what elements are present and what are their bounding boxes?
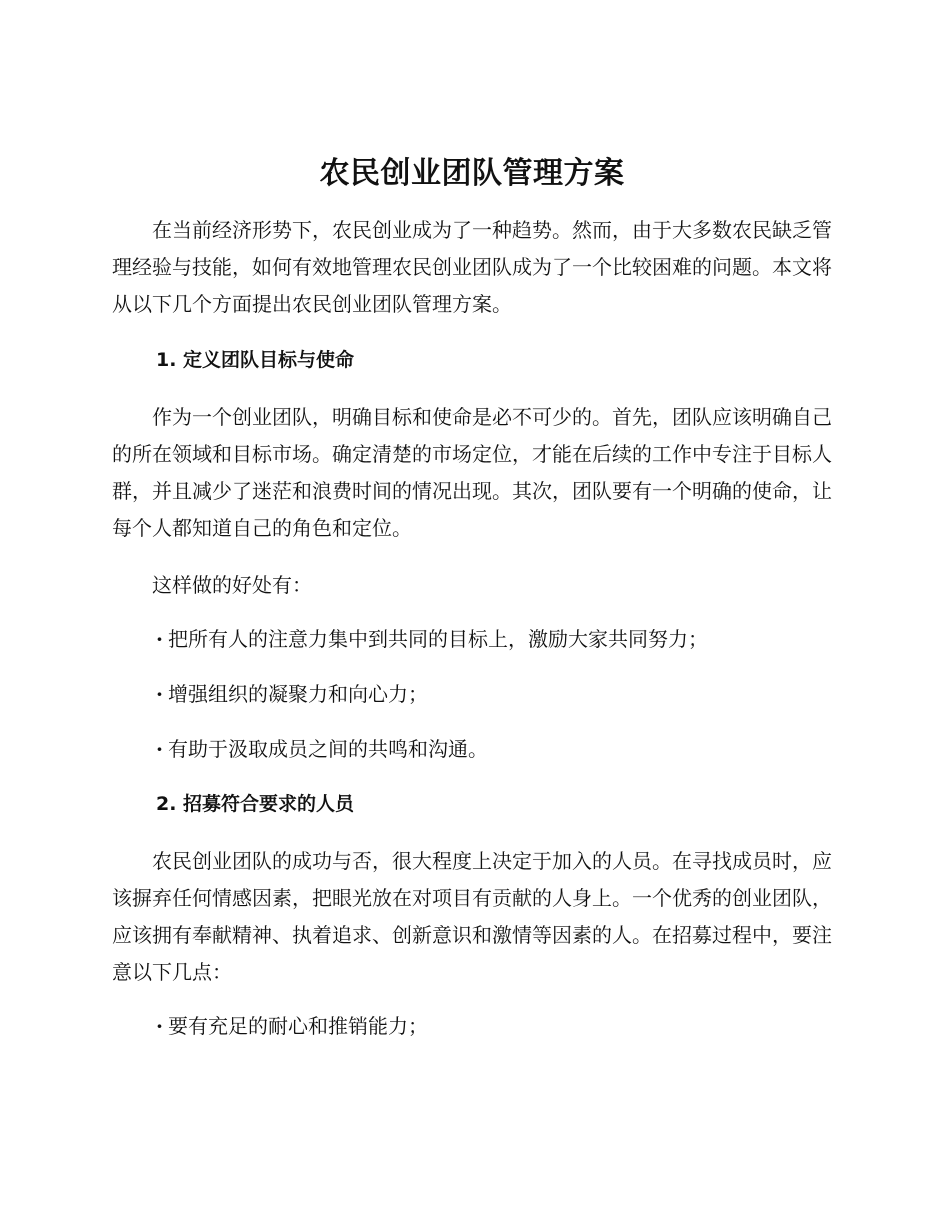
list-item-text: 增强组织的凝聚力和向心力； (168, 682, 428, 706)
section-1-paragraph: 作为一个创业团队，明确目标和使命是必不可少的。首先，团队应该明确自己的所在领域和目标市场。确定清楚的市场定位，才能在后续的工作中专注于目标人群，并且减少了迷茫和浪费时间的情况出现。其次，团队要有一个明确的使命，让每个人都知道自己的角色和定位。 (112, 405, 832, 540)
list-item (156, 734, 832, 764)
list-item (156, 1011, 832, 1041)
bullet-dot-icon: · (156, 627, 163, 651)
section-2-heading: 2. 招募符合要求的人员 (156, 793, 355, 815)
list-item-text: 有助于汲取成员之间的共鸣和沟通。 (168, 737, 488, 761)
list-item (156, 624, 832, 654)
document-title: 农民创业团队管理方案 (319, 156, 625, 191)
list-item-text: 把所有人的注意力集中到共同的目标上，激励大家共同努力； (168, 627, 708, 651)
section-1-heading: 1. 定义团队目标与使命 (156, 349, 355, 371)
benefits-lead: 这样做的好处有： (152, 573, 312, 597)
bullet-dot-icon: · (156, 682, 163, 706)
list-item (156, 679, 832, 709)
document-page (112, 150, 832, 1066)
bullet-dot-icon: · (156, 1014, 163, 1038)
intro-paragraph: 在当前经济形势下，农民创业成为了一种趋势。然而，由于大多数农民缺乏管理经验与技能，如何有效地管理农民创业团队成为了一个比较困难的问题。本文将从以下几个方面提出农民创业团队管理方案。 (112, 218, 832, 316)
bullet-dot-icon: · (156, 737, 163, 761)
list-item-text: 要有充足的耐心和推销能力； (168, 1014, 428, 1038)
section-2-paragraph: 农民创业团队的成功与否，很大程度上决定于加入的人员。在寻找成员时，应该摒弃任何情感因素，把眼光放在对项目有贡献的人身上。一个优秀的创业团队，应该拥有奉献精神、执着追求、创新意识和激情等因素的人。在招募过程中，要注意以下几点： (112, 849, 832, 984)
